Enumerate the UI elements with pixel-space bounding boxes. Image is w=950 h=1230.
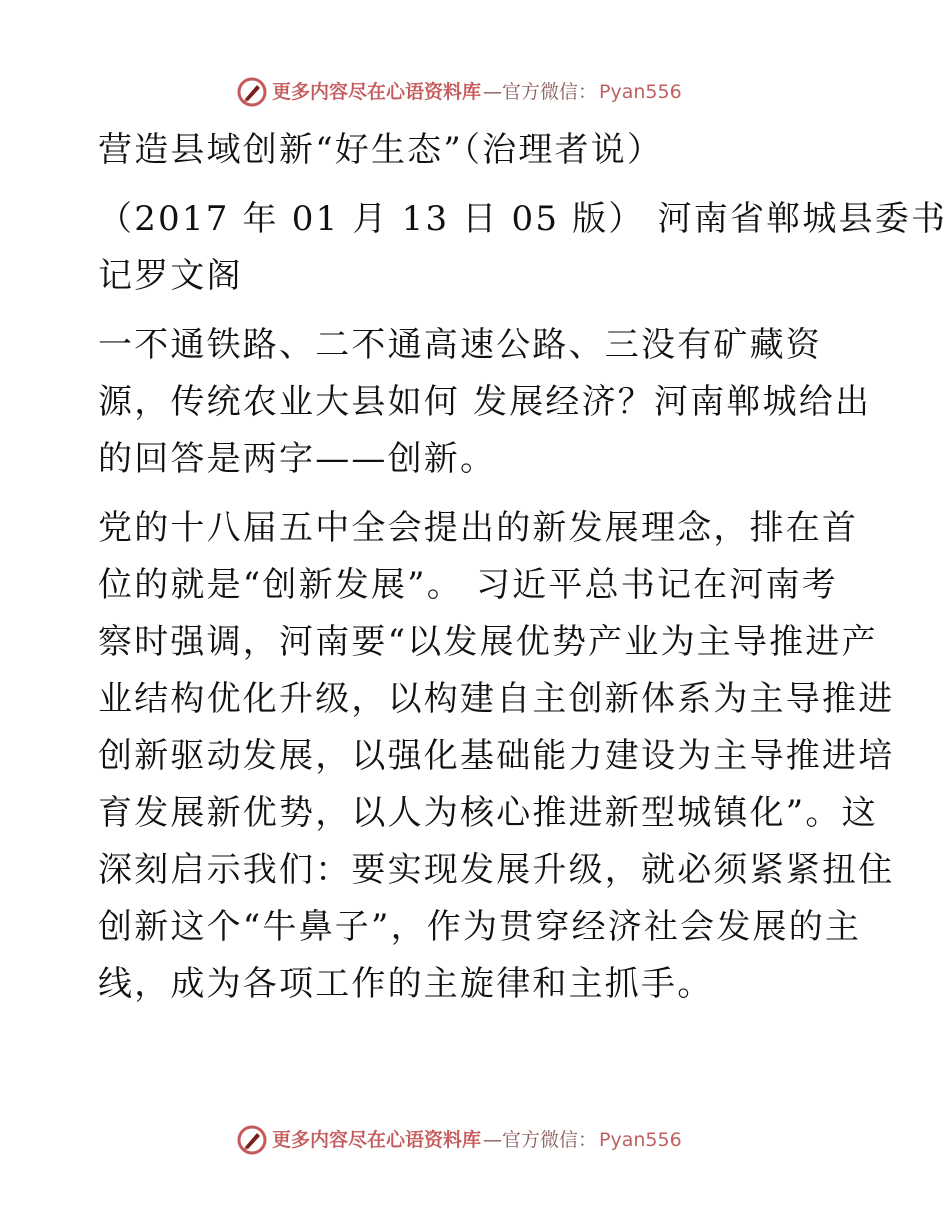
watermark-brand-text: 更多内容尽在心语资料库 <box>272 80 482 103</box>
paragraph-line: 深刻启示我们：要实现发展升级，就必须紧紧扭住 <box>98 850 895 890</box>
paragraph-line: 业结构优化升级，以构建自主创新体系为主导推进 <box>98 679 895 719</box>
paragraph-line: 党的十八届五中全会提出的新发展理念，排在首 <box>98 508 859 548</box>
article-body <box>98 122 948 1013</box>
article-title: 营造县域创新“好生态”（治理者说） <box>98 130 664 170</box>
paragraph-line: 创新这个“牛鼻子”，作为贯穿经济社会发展的主 <box>98 907 862 947</box>
fountain-pen-seal-icon <box>236 1124 268 1156</box>
paragraph-line: 察时强调，河南要“以发展优势产业为主导推进产 <box>98 622 878 662</box>
paragraph-line: 育发展新优势，以人为核心推进新型城镇化”。这 <box>98 793 878 833</box>
fountain-pen-seal-icon <box>236 76 268 108</box>
header-watermark <box>236 76 682 108</box>
watermark-separator-text: —官方微信： <box>483 80 598 103</box>
article-meta-line: 记罗文阁 <box>98 256 243 296</box>
paragraph-line: 线，成为各项工作的主旋律和主抓手。 <box>98 964 714 1004</box>
article-meta-line: （2017 年 01 月 13 日 05 版） 河南省郸城县委书 <box>98 199 948 239</box>
paragraph-line: 一不通铁路、二不通高速公路、三没有矿藏资 <box>98 325 822 365</box>
paragraph-line: 创新驱动发展，以强化基础能力建设为主导推进培 <box>98 736 895 776</box>
watermark-brand-text: 更多内容尽在心语资料库 <box>272 1128 482 1151</box>
footer-watermark <box>236 1124 682 1156</box>
paragraph-line: 源，传统农业大县如何 发展经济？河南郸城给出 <box>98 382 872 422</box>
watermark-wechat-id: Pyan556 <box>599 1128 682 1151</box>
paragraph-line: 位的就是“创新发展”。 习近平总书记在河南考 <box>98 565 838 605</box>
paragraph-line: 的回答是两字——创新。 <box>98 439 497 479</box>
watermark-wechat-id: Pyan556 <box>599 80 682 103</box>
watermark-separator-text: —官方微信： <box>483 1128 598 1151</box>
